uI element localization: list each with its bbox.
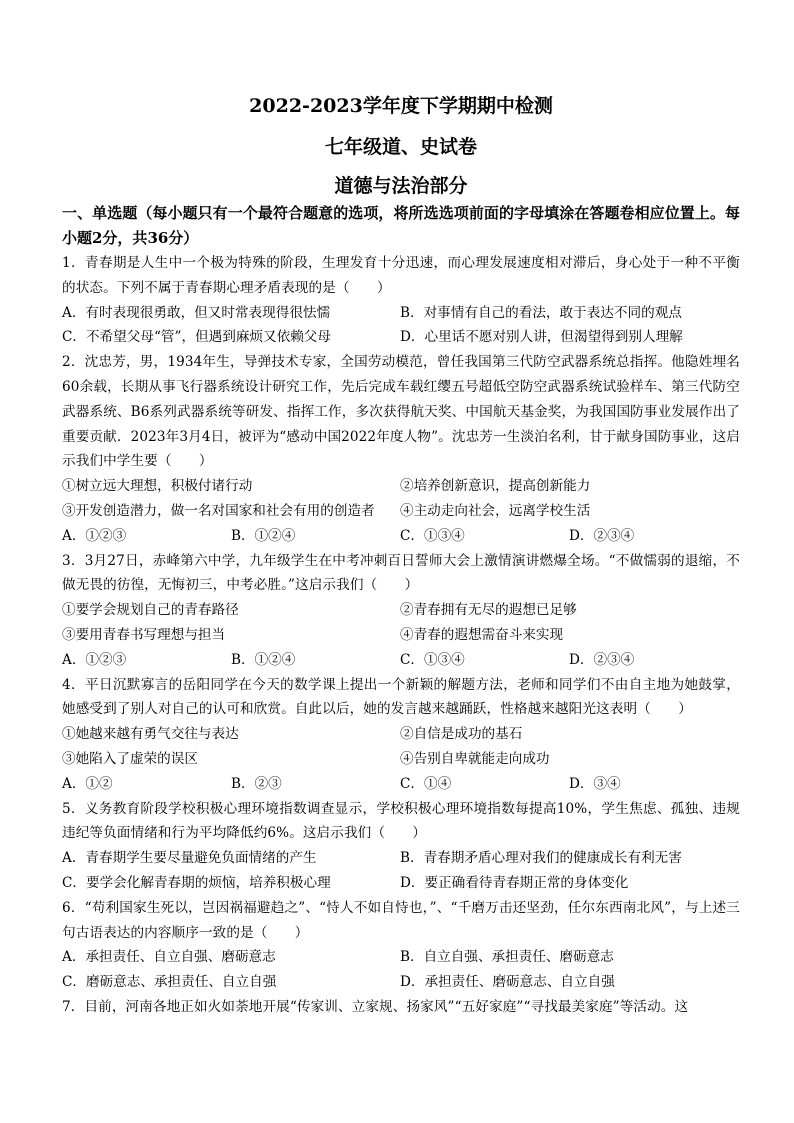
exam-page [62,94,740,1020]
question-stem: 5．义务教育阶段学校积极心理环境指数调查显示，学校积极心理环境指数每提高10%，学生焦虑、孤独、违规违纪等负面情绪和行为平均降低约6%。这启示我们（ ） [62,800,740,842]
statement-row [62,747,740,772]
statement-4: ④告别自卑就能走向成功 [400,750,550,767]
statement-4: ④青春的遐想需奋斗来实现 [400,626,564,643]
question-6 [62,896,740,995]
option-row [62,301,740,326]
question-stem: 6．“苟利国家生死以，岂因祸福避趋之”、“恃人不如自恃也，”、“千磨万击还坚劲，任尔东西南北风”，与上述三句古语表达的内容顺序一致的是（ ） [62,899,740,941]
statement-row [62,623,740,648]
option-row [62,970,740,995]
option-row [62,648,740,673]
option-d: D．要正确看待青春期正常的身体变化 [400,874,629,891]
option-row [62,945,740,970]
exam-part-title: 道德与法治部分 [334,175,468,197]
statement-1: ①树立远大理想，积极付诸行动 [62,478,253,495]
statement-1: ①要学会规划自己的青春路径 [62,602,239,619]
option-a: A．青春期学生要尽量避免负面情绪的产生 [62,850,317,867]
option-c: C．①④ [400,775,452,792]
statement-2: ②自信是成功的基石 [400,726,523,743]
statement-3: ③她陷入了虚荣的误区 [62,750,198,767]
option-a: A．①②③ [62,527,127,544]
statement-row [62,598,740,623]
option-b: B．对事情有自己的看法，敢于表达不同的观点 [400,304,682,321]
option-row [62,524,740,549]
option-row [62,871,740,896]
statement-2: ②培养创新意识，提高创新能力 [400,478,591,495]
question-2 [62,350,740,548]
question-3 [62,549,740,673]
option-c: C．要学会化解青春期的烦恼，培养积极心理 [62,874,331,891]
option-b: B．①②④ [231,651,296,668]
question-stem: 3．3月27日，赤峰第六中学，九年级学生在中考冲刺百日誓师大会上激情演讲燃爆全场。“不做懦弱的退缩，不做无畏的彷徨，无悔初三，中考必胜。”这启示我们（ ） [62,552,740,594]
option-d: D．②③④ [569,651,635,668]
question-stem: 4．平日沉默寡言的岳阳同学在今天的数学课上提出一个新颖的解题方法，老师和同学们不由自主地为她鼓掌，她感受到了别人对自己的认可和欣赏。自此以后，她的发言越来越踊跃，性格越来越阳光这表明（ ） [62,676,740,718]
option-c: C．不希望父母“管”，但遇到麻烦又依赖父母 [62,329,331,346]
statement-2: ②青春拥有无尽的遐想已足够 [400,602,577,619]
statement-row [62,722,740,747]
option-a: A．①②③ [62,651,127,668]
option-b: B．自立自强、承担责任、磨砺意志 [400,949,614,966]
option-a: A．①② [62,775,113,792]
question-stem: 7．目前，河南各地正如火如荼地开展“传家训、立家规、扬家风”“五好家庭”“寻找最美家庭”等活动。这 [62,998,689,1015]
option-c: C．①③④ [400,651,465,668]
statement-row [62,499,740,524]
option-d: D．②③④ [569,527,635,544]
question-stem: 2．沈忠芳，男，1934年生，导弹技术专家，全国劳动模范，曾任我国第三代防空武器系统总指挥。他隐姓埋名60余载，长期从事飞行器系统设计研究工作，先后完成车载红缨五号超低空防空武器系统试验样车、第三代防空武器系统、B6系列武器系统等研发、指挥工作，多次获得航天奖、中国航天基金奖，为我国国防事业发展作出了重要贡献．2023年3月4日，被评为“感动中国2022年度人物”。沈忠芳一生淡泊名利，甘于献身国防事业，这启示我们中学生要（ ） [62,354,740,470]
option-d: D．③④ [569,775,621,792]
option-a: A．承担责任、自立自强、磨砺意志 [62,949,276,966]
statement-row [62,474,740,499]
option-row [62,846,740,871]
question-5 [62,797,740,896]
option-d: D．承担责任、磨砺意志、自立自强 [400,974,615,991]
exam-subtitle: 七年级道、史试卷 [324,136,477,158]
section-heading: 一、单选题（每小题只有一个最符合题意的选项，将所选选项前面的字母填涂在答题卷相应位置上。每小题2分，共36分） [62,204,740,247]
question-4 [62,673,740,797]
option-a: A．有时表现很勇敢，但又时常表现得很怯懦 [62,304,331,321]
option-b: B．青春期矛盾心理对我们的健康成长有利无害 [400,850,682,867]
option-b: B．②③ [231,775,282,792]
option-b: B．①②④ [231,527,296,544]
statement-1: ①她越来越有勇气交往与表达 [62,726,239,743]
question-7 [62,995,740,1020]
option-row [62,325,740,350]
option-c: C．磨砺意志、承担责任、自立自强 [62,974,277,991]
statement-4: ④主动走向社会，远离学校生活 [400,502,591,519]
statement-3: ③开发创造潜力，做一名对国家和社会有用的创造者 [62,502,375,519]
statement-3: ③要用青春书写理想与担当 [62,626,226,643]
option-d: D．心里话不愿对别人讲，但渴望得到别人理解 [400,329,683,346]
question-1 [62,251,740,350]
question-stem: 1．青春期是人生中一个极为特殊的阶段，生理发育十分迅速，而心理发展速度相对滞后，身心处于一种不平衡的状态。下列不属于青春期心理矛盾表现的是（ ） [62,255,740,296]
option-c: C．①③④ [400,527,465,544]
option-row [62,772,740,797]
exam-title: 2022-2023学年度下学期期中检测 [249,95,553,117]
